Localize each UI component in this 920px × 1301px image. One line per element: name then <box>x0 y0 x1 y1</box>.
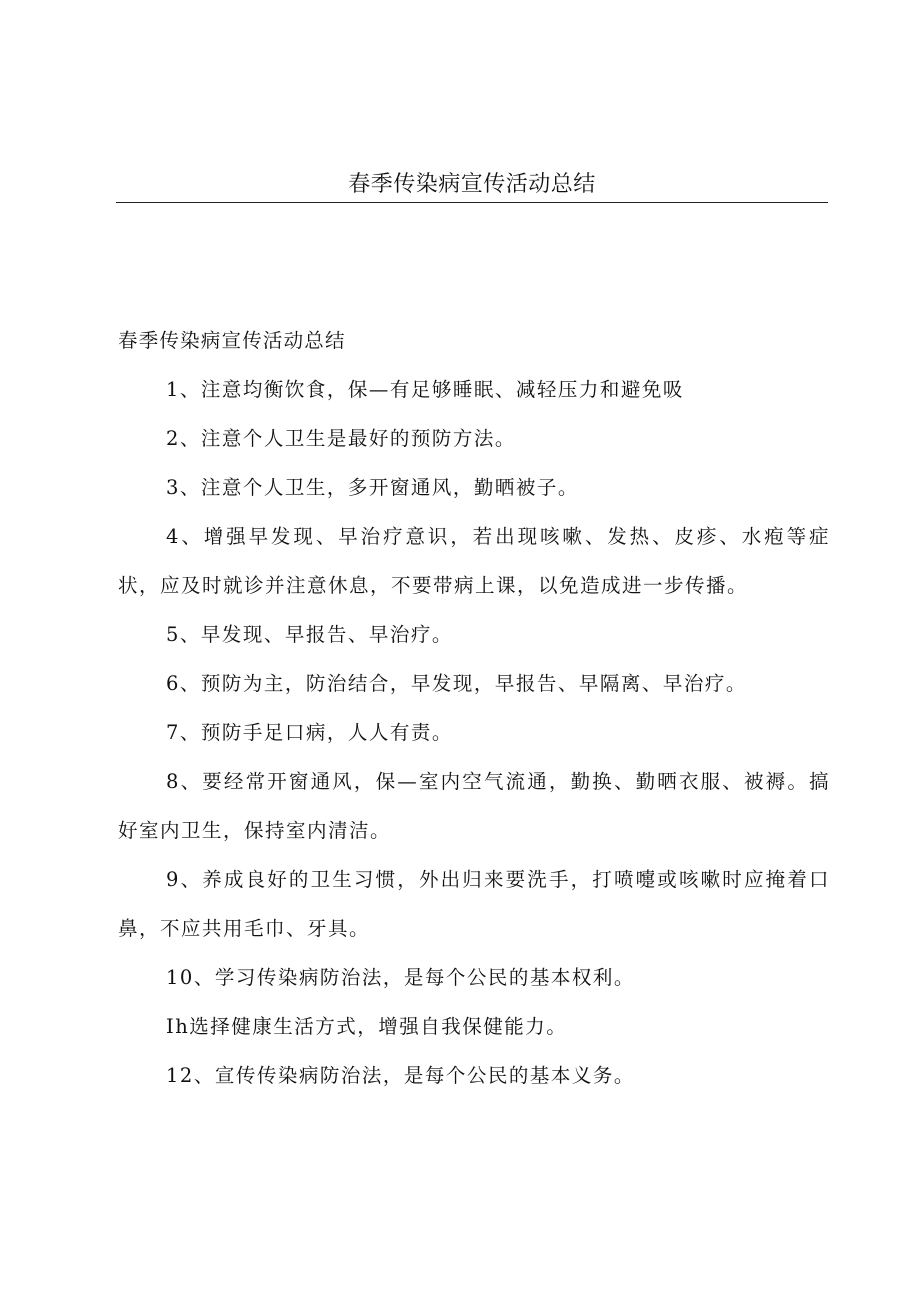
list-item: 3、注意个人卫生，多开窗通风，勤晒被子。 <box>166 476 579 499</box>
list-item: 10、学习传染病防治法，是每个公民的基本权利。 <box>166 966 635 989</box>
header-title: 春季传染病宣传活动总结 <box>348 172 596 197</box>
list-item: 6、预防为主，防治结合，早发现，早报告、早隔离、早治疗。 <box>166 672 747 695</box>
list-item: 8、要经常开窗通风，保—室内空气流通，勤换、勤晒衣服、被褥。搞好室内卫生，保持室内清洁。 <box>118 770 830 842</box>
list-item: 4、增强早发现、早治疗意识，若出现咳嗽、发热、皮疹、水疱等症状，应及时就诊并注意休息，不要带病上课，以免造成进一步传播。 <box>118 525 830 597</box>
list-item: 5、早发现、早报告、早治疗。 <box>166 623 453 646</box>
document-body <box>118 316 830 1100</box>
list-item: 7、预防手足口病，人人有责。 <box>166 721 453 744</box>
list-item: 12、宣传传染病防治法，是每个公民的基本义务。 <box>166 1064 635 1087</box>
document-heading: 春季传染病宣传活动总结 <box>118 329 346 352</box>
list-item: 9、养成良好的卫生习惯，外出归来要洗手，打喷嚏或咳嗽时应掩着口鼻，不应共用毛巾、牙具。 <box>118 868 830 940</box>
page-header <box>116 168 828 203</box>
list-item: 2、注意个人卫生是最好的预防方法。 <box>166 427 516 450</box>
list-item: Ih选择健康生活方式，增强自我保健能力。 <box>166 1015 568 1038</box>
list-item: 1、注意均衡饮食，保—有足够睡眠、减轻压力和避免吸 <box>166 378 684 401</box>
